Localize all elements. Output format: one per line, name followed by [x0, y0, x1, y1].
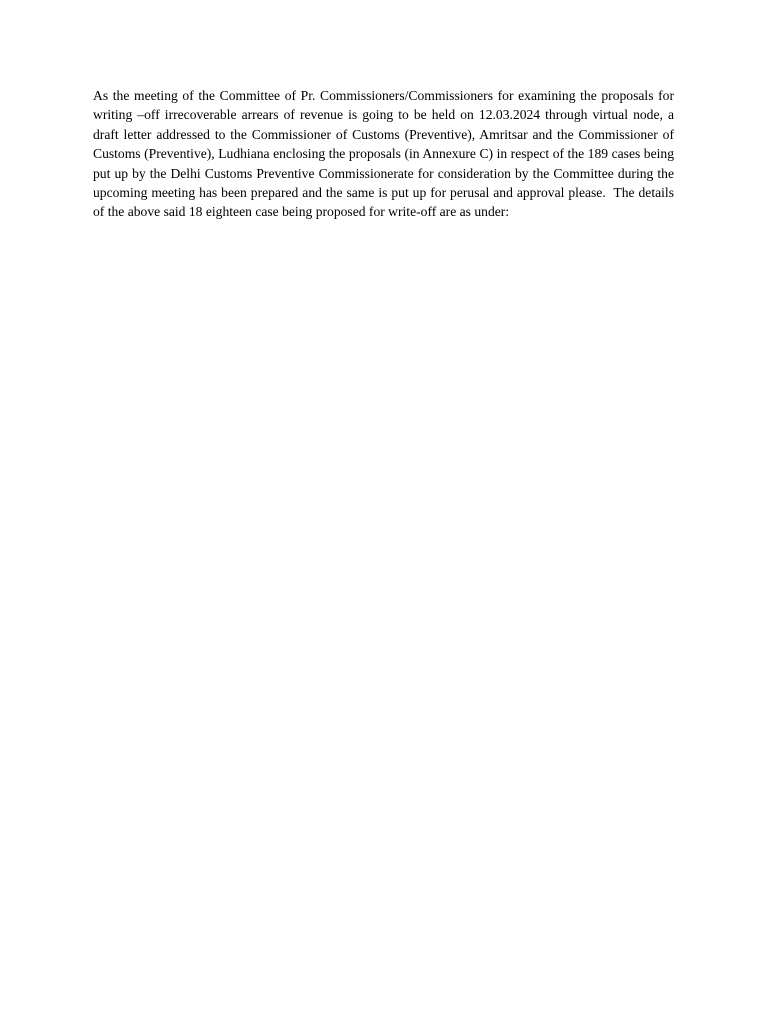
body-paragraph: As the meeting of the Committee of Pr. Commissioners/Commissioners for examining the proposals for writing –off irrecoverable arrears of revenue is going to be held on 12.03.2024 through virtual node, a draft letter addressed to the Commissioner of Customs (Preventive), Amritsar and the Commissioner of Customs (Preventive), Ludhiana enclosing the proposals (in Annexure C) in respect of the 189 cases being put up by the Delhi Customs Preventive Commissionerate for consideration by the Committee during the upcoming meeting has been prepared and the same is put up for perusal and approval please. The details of the above said 18 eighteen case being proposed for write-off are as under: — [93, 88, 678, 220]
